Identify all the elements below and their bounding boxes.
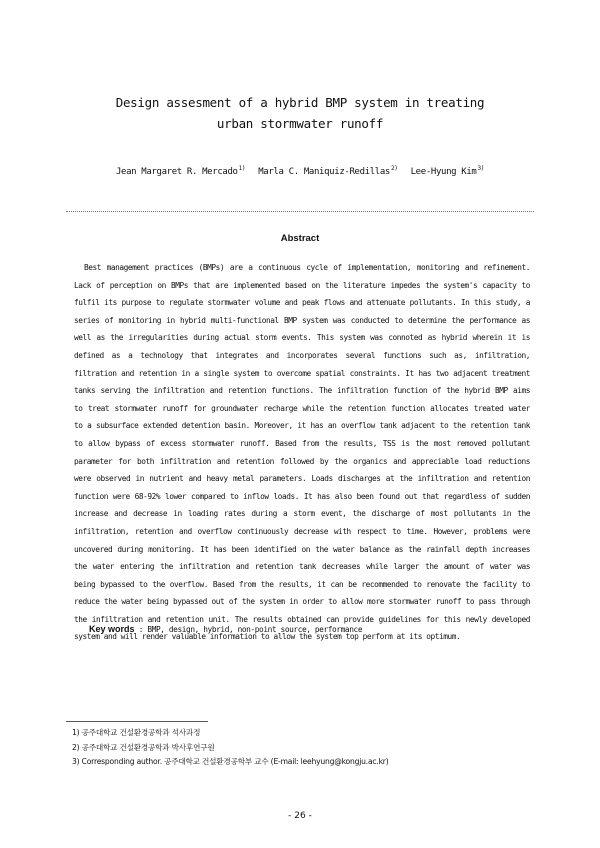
title-line-2: urban stormwater runoff: [216, 116, 384, 131]
author-marker: 2): [391, 165, 398, 172]
author-2: [258, 167, 397, 177]
footnote-1: 1) 공주대학교 건설환경공학과 석사과정: [72, 728, 201, 737]
author-name: Marla C. Maniquiz-Redillas: [258, 167, 390, 177]
abstract-body: [74, 259, 530, 646]
abstract-line: the infiltration and retention unit. The results obtained can provide guidelines for this newly developed: [74, 614, 530, 624]
abstract-line: parameter for both infiltration and retention followed by the organics and appreciable load reductions: [74, 456, 530, 466]
title-line-1: Design assesment of a hybrid BMP system in treating: [115, 95, 485, 110]
abstract-line: reduce the water being bypassed out of the system in order to allow more stormwater runoff to pass through: [74, 597, 530, 607]
author-1: [116, 167, 245, 177]
author-marker: 1): [238, 165, 246, 172]
keywords: [89, 624, 362, 634]
keywords-label: Key words: [89, 624, 135, 634]
footnote-divider: [66, 721, 208, 722]
author-name: Jean Margaret R. Mercado: [115, 167, 238, 177]
abstract-line: system and will render valuable information to allow the system top perform at its optimum.: [74, 632, 461, 642]
footnote-3: 3) Corresponding author. 공주대학교 건설환경공학부 교수 (E-mail: leehyung@kongju.ac.kr): [72, 757, 389, 766]
paper-title: [0, 92, 600, 134]
abstract-line: defined as a technology that integrates and incorporates several functions such as, infiltration,: [74, 350, 530, 360]
keywords-text: BMP, design, hybrid, non-point source, performance: [147, 625, 363, 634]
header-divider: [66, 211, 534, 212]
abstract-line: function were 68-92% lower compared to inflow loads. It has also been found out that regardless of sudden: [74, 491, 530, 501]
abstract-heading: Abstract: [280, 233, 320, 244]
abstract-line: tanks serving the infiltration and retention functions. The infiltration function of the hybrid BMP aims: [74, 386, 530, 396]
abstract-line: were observed in nutrient and heavy metal parameters. Loads discharges at the infiltration and retention: [74, 474, 530, 484]
footnotes: [72, 726, 389, 770]
author-name: Lee-Hyung Kim: [410, 167, 477, 177]
author-3: [411, 167, 484, 177]
abstract-line: increase and decrease in loading rates during a storm event, the discharge of most pollutants in the: [74, 509, 530, 519]
abstract-line: to treat stormwater runoff for groundwater recharge while the retention function allocates treated water: [74, 403, 530, 413]
abstract-line: filtration and retention in a single system to overcome spatial constraints. It has two adjacent treatment: [74, 368, 530, 378]
abstract-line: Lack of perception on BMPs that are implemented based on the literature impedes the system's capacity to: [74, 280, 530, 290]
abstract-line: the water entering the infiltration and retention tank decreases while larger the amount of water was: [74, 562, 530, 572]
abstract-line: being bypassed to the overflow. Based from the results, it can be recommended to renovate the facility to: [74, 579, 530, 589]
abstract-line: fulfil its purpose to regulate stormwater volume and peak flows and attenuate pollutants. In this study, a: [74, 298, 530, 308]
abstract-line: to a subsurface extended detention basin. Moreover, it has an overflow tank adjacent to the retention tank: [74, 421, 530, 431]
abstract-line: infiltration, retention and overflow continuously decrease with respect to time. However, problems were: [74, 526, 530, 536]
abstract-line: Best management practices (BMPs) are a continuous cycle of implementation, monitoring and refinement.: [84, 263, 530, 272]
abstract-line: well as the irregularities during actual storm events. This system was connoted as hybrid wherein it is: [74, 333, 530, 343]
author-list: [0, 165, 600, 177]
footnote-2: 2) 공주대학교 건설환경공학과 박사후연구원: [72, 742, 215, 752]
keywords-separator: :: [134, 625, 148, 634]
abstract-line: to allow bypass of excess stormwater runoff. Based from the results, TSS is the most removed pollutant: [74, 438, 530, 448]
abstract-line: series of monitoring in hybrid multi-functional BMP system was conducted to determine the performance as: [74, 315, 530, 325]
page-number: - 26 -: [288, 811, 312, 821]
author-marker: 3): [477, 165, 485, 172]
abstract-line: uncovered during monitoring. It has been identified on the water balance as the rainfall depth increases: [74, 544, 530, 554]
